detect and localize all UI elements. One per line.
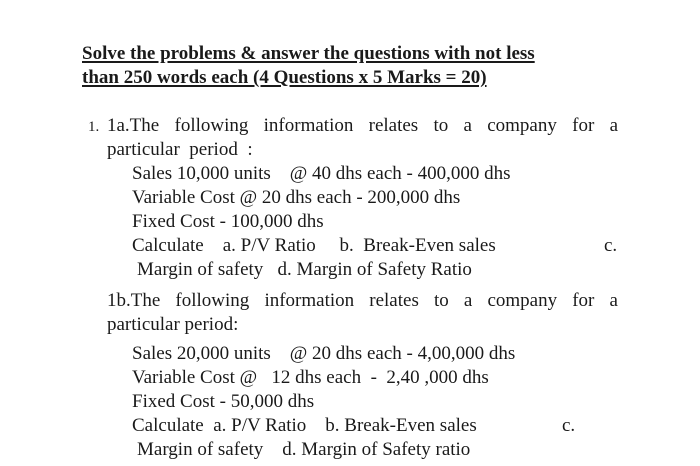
part-b-fixed-cost: Fixed Cost - 50,000 dhs: [132, 391, 315, 412]
part-b-intro-line-2: particular period:: [107, 314, 239, 335]
part-b-word: following: [175, 290, 250, 311]
part-b-word: a: [463, 290, 473, 311]
part-a-option-c: c.: [604, 235, 618, 256]
part-a-sales: Sales 10,000 units @ 40 dhs each - 400,000 dhs: [132, 163, 511, 184]
part-b-intro-line: [107, 290, 618, 312]
part-b-word: information: [264, 290, 355, 311]
part-a-margin-line: Margin of safety d. Margin of Safety Ratio: [137, 259, 472, 280]
question-number: 1.: [88, 119, 100, 135]
part-a-word: a: [609, 115, 618, 136]
part-a-word: 1a.The: [107, 115, 160, 136]
heading-line-2: than 250 words each (4 Questions x 5 Marks = 20): [82, 67, 487, 88]
part-a-word: for: [572, 115, 595, 136]
part-a-word: relates: [368, 115, 419, 136]
part-a-word: information: [263, 115, 354, 136]
part-a-intro-line-2: particular period :: [107, 139, 253, 160]
part-a-word: following: [174, 115, 249, 136]
heading-line-1: Solve the problems & answer the questions with not less: [82, 43, 535, 64]
part-b-word: relates: [369, 290, 419, 311]
part-b-word: for: [572, 290, 595, 311]
part-a-word: a: [463, 115, 472, 136]
part-a-variable-cost: Variable Cost @ 20 dhs each - 200,000 dhs: [132, 187, 461, 208]
part-b-option-c: c.: [562, 415, 576, 436]
part-b-variable-cost: Variable Cost @ 12 dhs each - 2,40 ,000 dhs: [132, 367, 489, 388]
part-a-word: company: [487, 115, 557, 136]
part-b-word: a: [609, 290, 618, 311]
part-b-word: to: [433, 290, 449, 311]
part-a-calculate: Calculate a. P/V Ratio b. Break-Even sales: [132, 235, 496, 256]
part-b-word: company: [487, 290, 558, 311]
part-b-calculate: Calculate a. P/V Ratio b. Break-Even sales: [132, 415, 477, 436]
part-a-intro-line: [107, 115, 618, 137]
part-b-sales: Sales 20,000 units @ 20 dhs each - 4,00,000 dhs: [132, 343, 516, 364]
part-a-fixed-cost: Fixed Cost - 100,000 dhs: [132, 211, 324, 232]
part-b-margin-line: Margin of safety d. Margin of Safety ratio: [137, 439, 471, 460]
part-b-word: 1b.The: [107, 290, 161, 311]
part-a-word: to: [433, 115, 449, 136]
